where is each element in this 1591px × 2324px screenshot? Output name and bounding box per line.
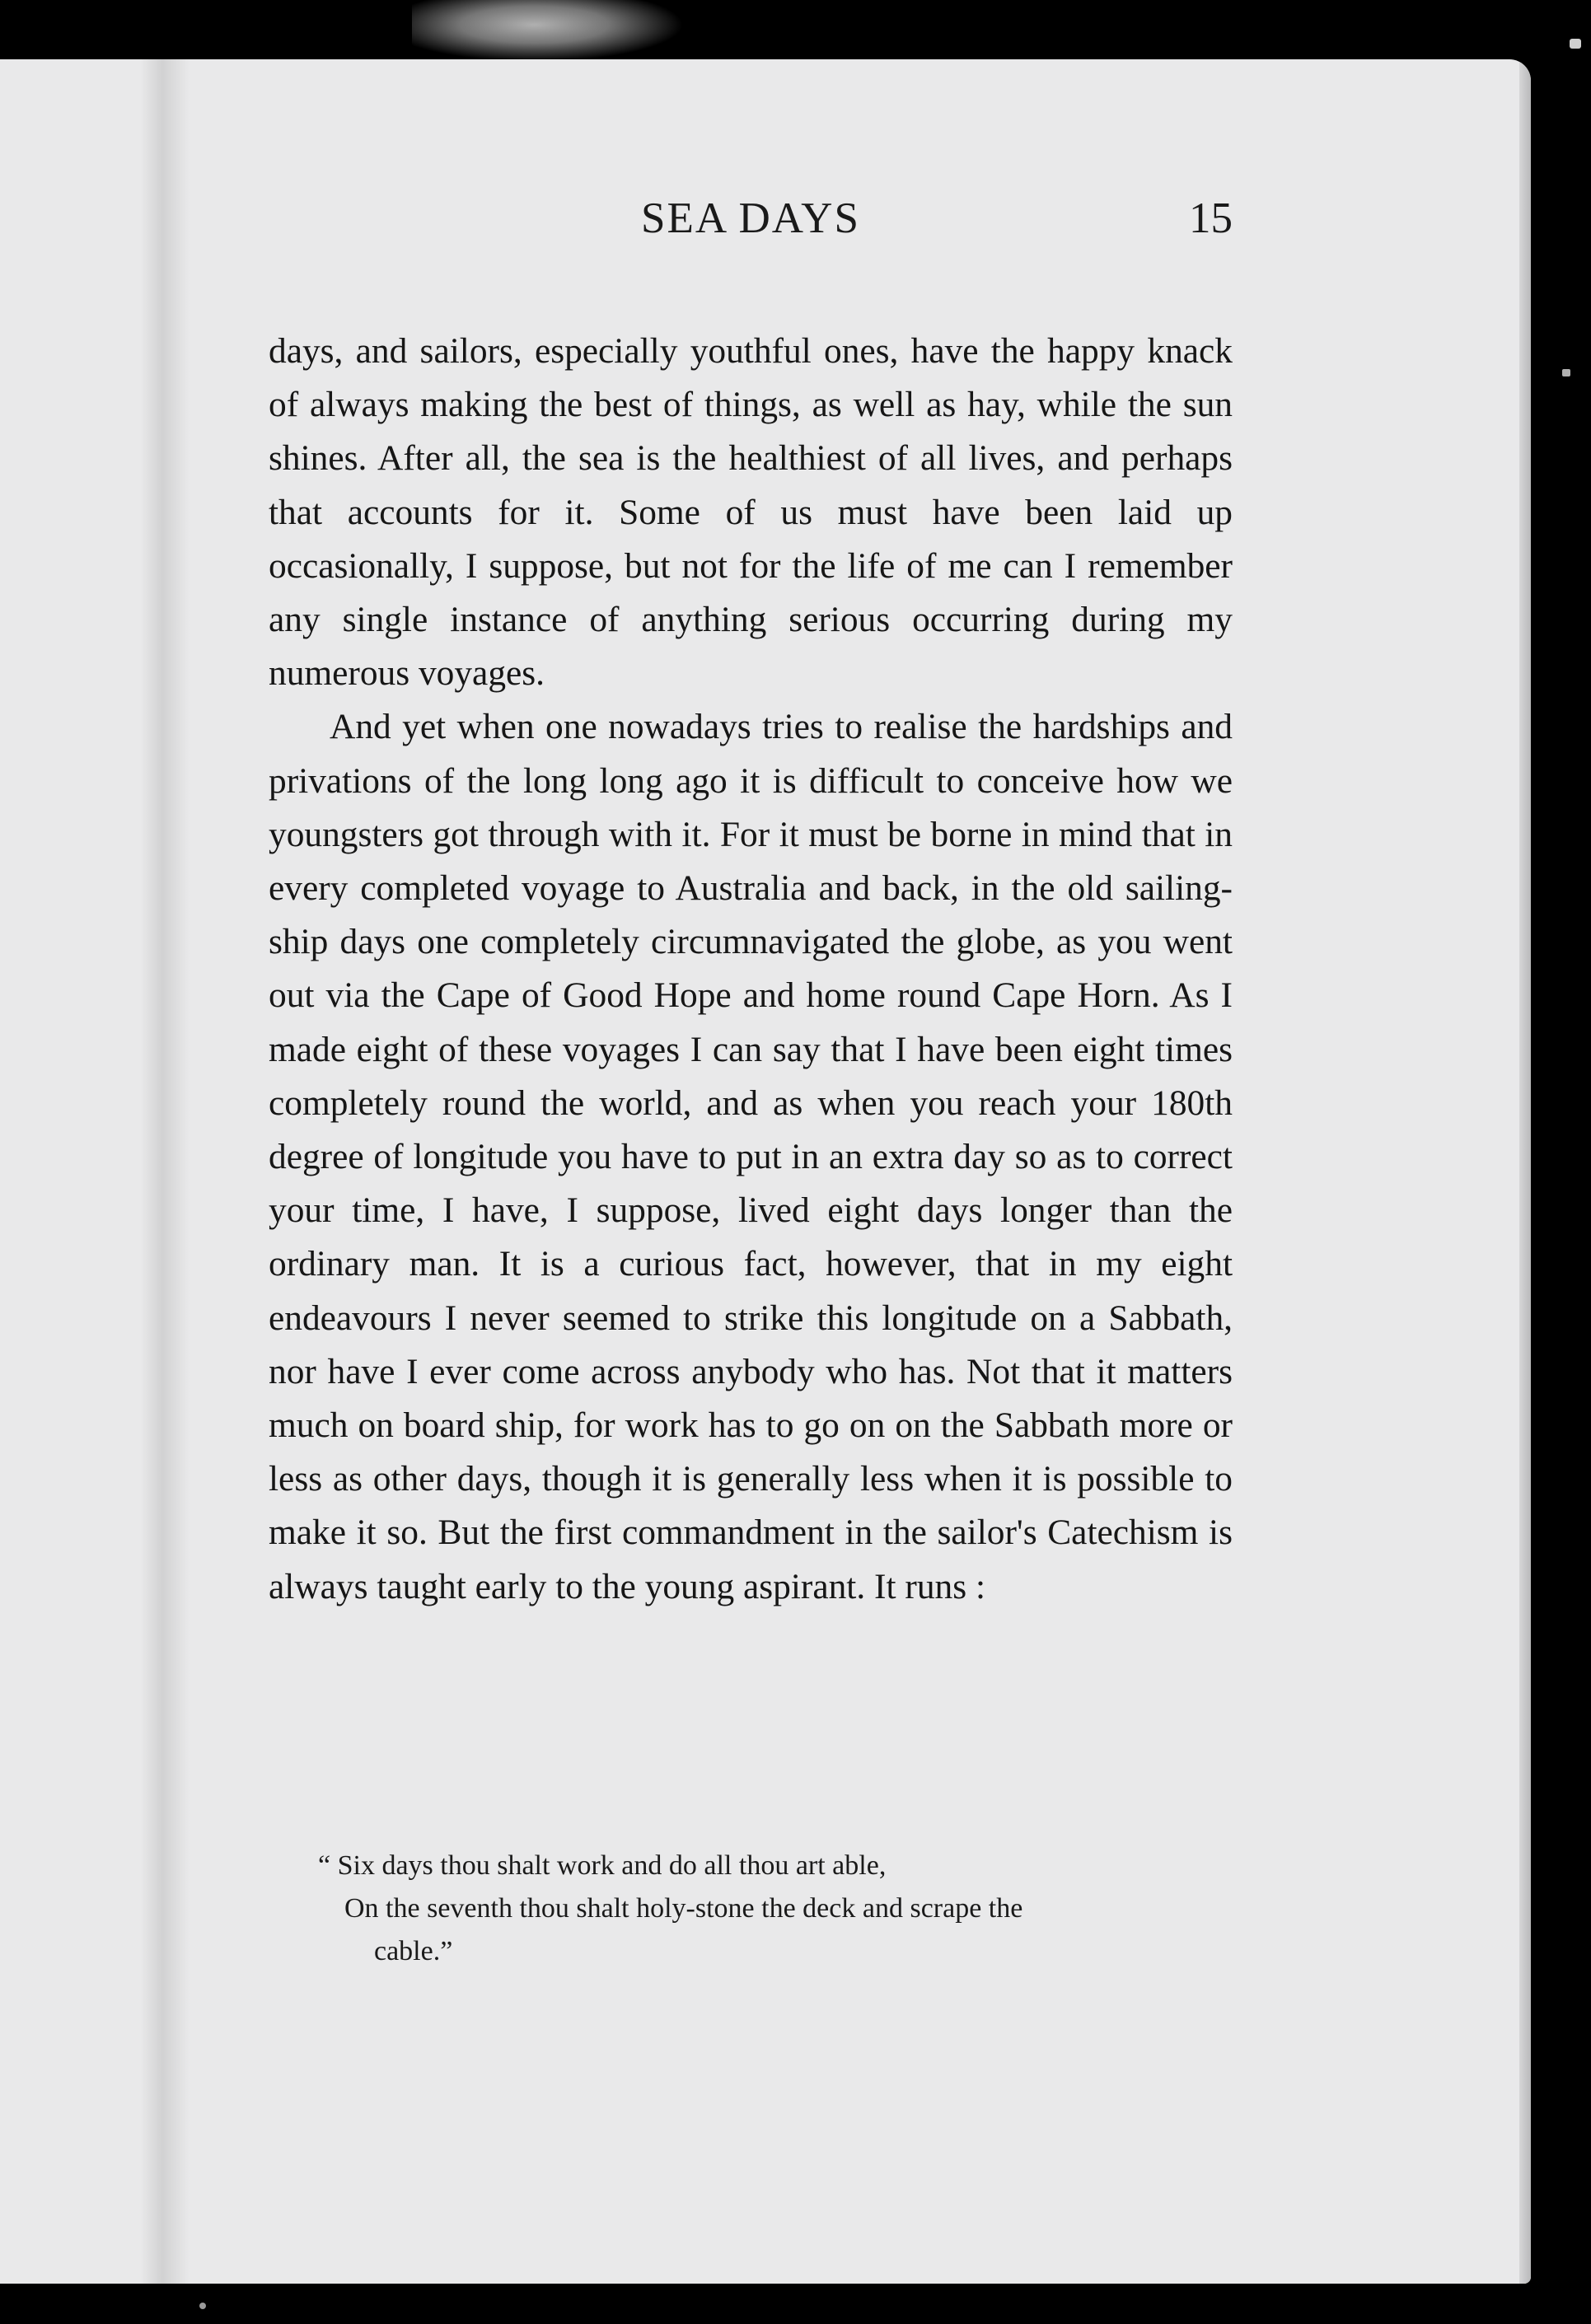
page-edge [1519,59,1531,2284]
running-head: SEA DAYS [641,194,860,242]
page-header [269,194,1233,253]
scan-speck [199,2303,206,2309]
page-number: 15 [1189,194,1233,242]
verse-line: “ Six days thou shalt work and do all thou art able, [318,1850,887,1881]
scan-edge-mark [1570,39,1581,49]
verse-line: On the seventh thou shalt holy-stone the deck and scrape the [344,1893,1023,1924]
paragraph: days, and sailors, especially youthful ones, have the happy knack of always making the best of things, as well as hay, while the sun shines. After all, the sea is the healthiest of all lives, and perhaps that accounts for it. Some of us must have been laid up occasionally, I suppose, but not for the life of me can I remember any single instance of anything serious occurring during my numerous voyages. [269,331,1233,694]
scan-debris [412,0,684,62]
gutter-shadow [140,59,190,2284]
scan-edge-mark [1562,369,1570,376]
verse-quotation [318,1845,1233,1973]
verse-line: cable.” [374,1936,453,1966]
book-page [0,59,1531,2284]
paragraph: And yet when one nowadays tries to realise the hardships and privations of the long long ago it is difficult to conceive how we youngsters got through with it. For it must be borne in mind that in every completed voyage to Australia and back, in the old sailing-ship days one completely circumnavigated the globe, as you went out via the Cape of Good Hope and home round Cape Horn. As I made eight of these voyages I can say that I have been eight times completely round the world, and as when you reach your 180th degree of longitude you have to put in an extra day so as to correct your time, I have, I suppose, lived eight days longer than the ordinary man. It is a curious fact, however, that in my eight endeavours I never seemed to strike this longitude on a Sabbath, nor have I ever come across anybody who has. Not that it matters much on board ship, for work has to go on on the Sabbath more or less as other days, though it is generally less when it is possible to make it so. But the first commandment in the sailor's Catechism is always taught early to the young aspirant. It runs : [269,707,1233,1606]
body-text [269,325,1233,1614]
